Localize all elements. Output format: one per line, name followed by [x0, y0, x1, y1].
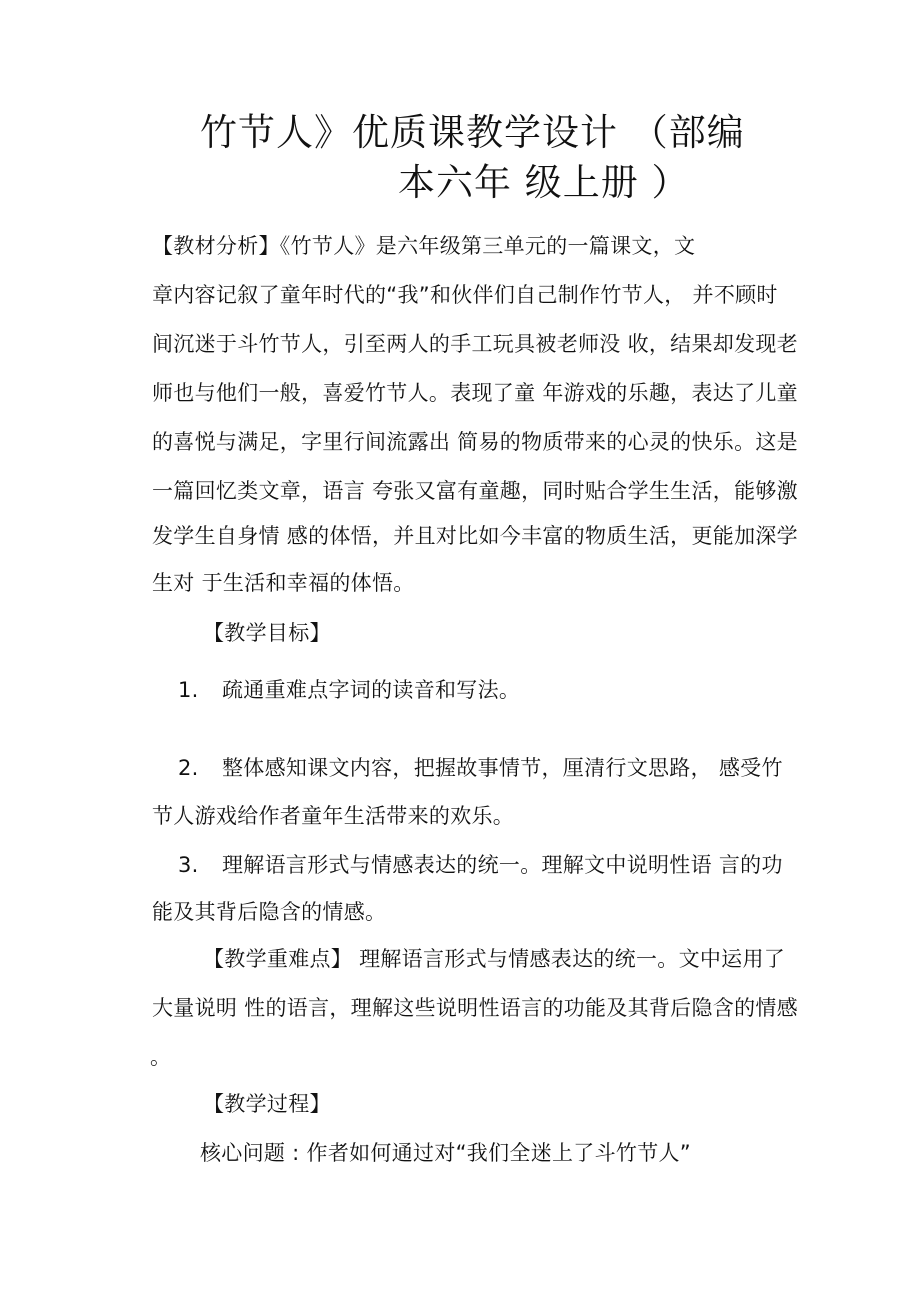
- goal-1-text: 疏通重难点字词的读音和写法。: [222, 678, 521, 702]
- goal-2-text: 整体感知课文内容，把握故事情节，厘清行文思路， 感受竹: [222, 756, 783, 780]
- document-title-line-2: 本六年 级上册 ）: [398, 161, 690, 204]
- analysis-line: 一篇回忆类文章，语言 夸张又富有童趣，同时贴合学生生活，能够激: [152, 479, 798, 503]
- analysis-line: 生对 于生活和幸福的体悟。: [152, 571, 415, 595]
- goal-3-text-cont: 能及其背后隐含的情感。: [152, 900, 387, 924]
- goal-2-text-cont: 节人游戏给作者童年生活带来的欢乐。: [152, 804, 515, 828]
- goals-heading: 【教学目标】: [203, 621, 331, 645]
- goal-3-text: 理解语言形式与情感表达的统一。理解文中说明性语 言的功: [222, 853, 783, 877]
- keypoints-line: 。: [150, 1045, 172, 1069]
- analysis-line: 师也与他们一般，喜爱竹节人。表现了童 年游戏的乐趣，表达了儿童: [152, 381, 798, 405]
- analysis-line: 的喜悦与满足，字里行间流露出 简易的物质带来的心灵的快乐。这是: [152, 430, 798, 454]
- keypoints-line: 【教学重难点】 理解语言形式与情感表达的统一。文中运用了: [203, 947, 786, 971]
- keypoints-line: 大量说明 性的语言，理解这些说明性语言的功能及其背后隐含的情感: [152, 996, 798, 1020]
- process-heading: 【教学过程】: [203, 1092, 331, 1116]
- document-title-line-1: 竹节人》优质课教学设计 （部编: [200, 111, 745, 154]
- goal-3-number: 3.: [178, 853, 199, 877]
- analysis-line: 间沉迷于斗竹节人，引至两人的手工玩具被老师没 收，结果却发现老: [152, 332, 798, 356]
- goal-1-number: 1.: [178, 678, 199, 702]
- goal-2-number: 2.: [178, 756, 199, 780]
- core-question: 核心问题 : 作者如何通过对“我们全迷上了斗竹节人”: [200, 1141, 691, 1165]
- analysis-line: 【教材分析】《竹节人》是六年级第三单元的一篇课文，文: [152, 234, 696, 258]
- analysis-line: 章内容记叙了童年时代的“我”和伙伴们自己制作竹节人， 并不顾时: [152, 283, 778, 307]
- analysis-line: 发学生自身情 感的体悟，并且对比如今丰富的物质生活，更能加深学: [152, 524, 798, 548]
